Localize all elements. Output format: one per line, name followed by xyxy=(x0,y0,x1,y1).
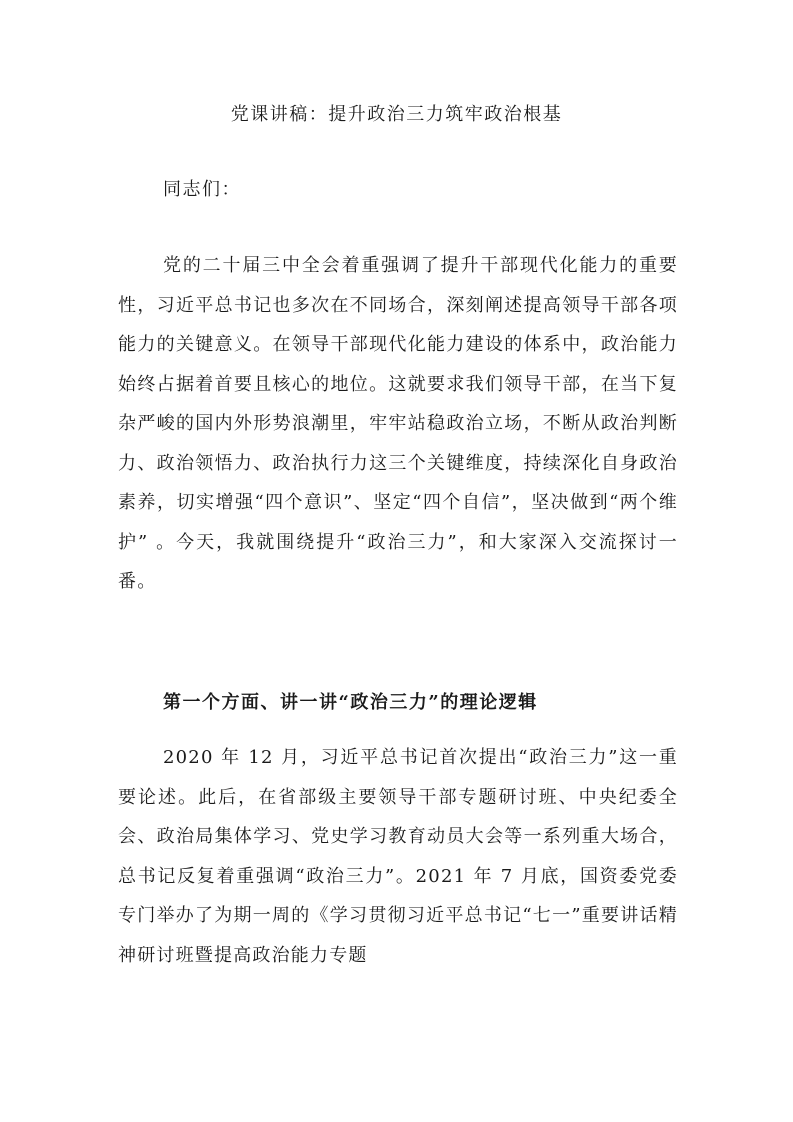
paragraph-section-one: 2020 年 12 月，习近平总书记首次提出“政治三力”这一重要论述。此后，在省部级主要领导干部专题研讨班、中央纪委全会、政治局集体学习、党史学习教育动员大会等一系列重大场合，总书记反复着重强调“政治三力”。2021 年 7 月底，国资委党委专门举办了为期一周的《学习贯彻习近平总书记“七一”重要讲话精神研讨班暨提高政治能力专题 xyxy=(118,747,678,966)
salutation: 同志们： xyxy=(163,179,241,200)
section-heading: 第一个方面、讲一讲“政治三力”的理论逻辑 xyxy=(163,692,538,713)
document-title: 党课讲稿：提升政治三力筑牢政治根基 xyxy=(230,104,563,125)
paragraph-intro: 党的二十届三中全会着重强调了提升干部现代化能力的重要性，习近平总书记也多次在不同场合，深刻阐述提高领导干部各项能力的关键意义。在领导干部现代化能力建设的体系中，政治能力始终占据着首要且核心的地位。这就要求我们领导干部，在当下复杂严峻的国内外形势浪潮里，牢牢站稳政治立场，不断从政治判断力、政治领悟力、政治执行力这三个关键维度，持续深化自身政治素养，切实增强“四个意识”、坚定“四个自信”，坚决做到“两个维护” 。今天，我就围绕提升“政治三力”，和大家深入交流探讨一番。 xyxy=(118,255,678,592)
